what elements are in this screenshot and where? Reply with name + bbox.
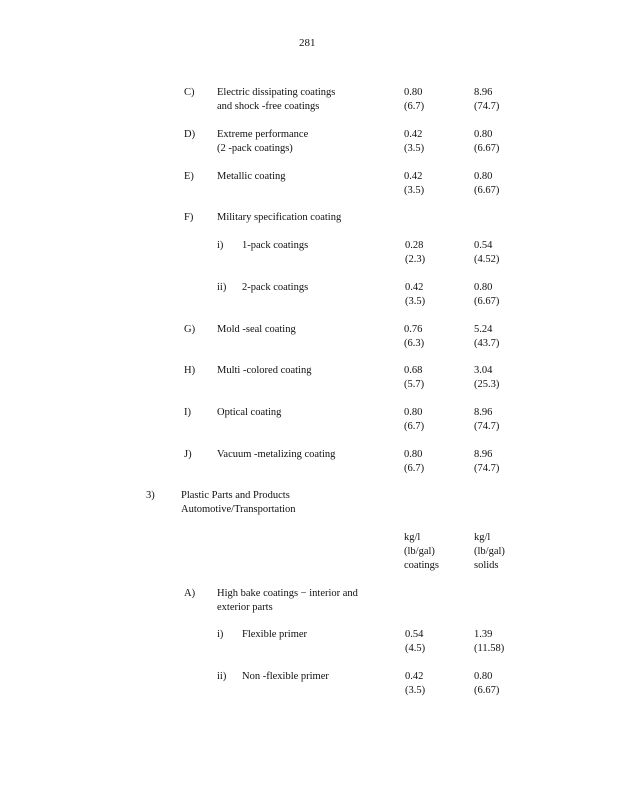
item-f-ii-coatings-kgl: 0.42: [405, 282, 424, 293]
item-c-text-line2: and shock -free coatings: [217, 101, 320, 112]
col2-header-alt-unit: (lb/gal): [474, 546, 505, 557]
item-i-text: Optical coating: [217, 407, 282, 418]
item-h-letter: H): [184, 365, 196, 376]
item-3a-ii-roman: ii): [217, 671, 227, 682]
item-c-coatings-kgl: 0.80: [404, 87, 423, 98]
item-h-text: Multi -colored coating: [217, 365, 312, 376]
item-i-coatings-lbgal: (6.7): [404, 421, 425, 432]
item-3a-letter: A): [184, 588, 196, 599]
item-f-ii-solids-kgl: 0.80: [474, 282, 493, 293]
col1-header-unit: kg/l: [404, 532, 421, 543]
item-c-letter: C): [184, 87, 195, 98]
item-g-coatings-kgl: 0.76: [404, 324, 423, 335]
item-e-coatings-kgl: 0.42: [404, 171, 423, 182]
item-j-coatings-lbgal: (6.7): [404, 463, 425, 474]
col2-header-label: solids: [474, 560, 499, 571]
item-f-text: Military specification coating: [217, 212, 342, 223]
item-d-coatings-lbgal: (3.5): [404, 143, 425, 154]
item-g-solids-kgl: 5.24: [474, 324, 493, 335]
item-c-solids-lbgal: (74.7): [474, 101, 500, 112]
item-i-solids-lbgal: (74.7): [474, 421, 500, 432]
item-j-solids-kgl: 8.96: [474, 449, 493, 460]
section-3-title-line1: Plastic Parts and Products: [181, 490, 290, 501]
item-c-coatings-lbgal: (6.7): [404, 101, 425, 112]
item-3a-i-coatings-lbgal: (4.5): [405, 643, 426, 654]
item-j-text: Vacuum -metalizing coating: [217, 449, 336, 460]
item-g-solids-lbgal: (43.7): [474, 338, 500, 349]
item-i-coatings-kgl: 0.80: [404, 407, 423, 418]
item-g-letter: G): [184, 324, 196, 335]
item-f-i-solids-kgl: 0.54: [474, 240, 493, 251]
item-f-ii-roman: ii): [217, 282, 227, 293]
item-e-coatings-lbgal: (3.5): [404, 185, 425, 196]
item-g-coatings-lbgal: (6.3): [404, 338, 425, 349]
item-f-ii-solids-lbgal: (6.67): [474, 296, 500, 307]
item-3a-text-line2: exterior parts: [217, 602, 273, 613]
item-g-text: Mold -seal coating: [217, 324, 296, 335]
item-c-solids-kgl: 8.96: [474, 87, 493, 98]
item-f-i-coatings-lbgal: (2.3): [405, 254, 426, 265]
item-j-coatings-kgl: 0.80: [404, 449, 423, 460]
item-j-letter: J): [184, 449, 192, 460]
section-3-number: 3): [146, 490, 155, 501]
item-3a-text-line1: High bake coatings − interior and: [217, 588, 358, 599]
item-d-text-line1: Extreme performance: [217, 129, 309, 140]
item-3a-i-solids-lbgal: (11.58): [474, 643, 505, 654]
item-i-letter: I): [184, 407, 191, 418]
item-f-i-solids-lbgal: (4.52): [474, 254, 500, 265]
section-3-title-line2: Automotive/Transportation: [181, 504, 296, 515]
item-3a-ii-solids-lbgal: (6.67): [474, 685, 500, 696]
item-3a-ii-text: Non -flexible primer: [242, 671, 329, 682]
item-h-solids-lbgal: (25.3): [474, 379, 500, 390]
item-j-solids-lbgal: (74.7): [474, 463, 500, 474]
item-3a-i-roman: i): [217, 629, 224, 640]
item-d-text-line2: (2 -pack coatings): [217, 143, 293, 154]
item-3a-ii-coatings-kgl: 0.42: [405, 671, 424, 682]
item-f-ii-text: 2-pack coatings: [242, 282, 309, 293]
item-f-i-text: 1-pack coatings: [242, 240, 309, 251]
item-f-letter: F): [184, 212, 194, 223]
col1-header-alt-unit: (lb/gal): [404, 546, 435, 557]
item-3a-i-solids-kgl: 1.39: [474, 629, 493, 640]
col1-header-label: coatings: [404, 560, 439, 571]
item-f-i-roman: i): [217, 240, 224, 251]
item-3a-ii-coatings-lbgal: (3.5): [405, 685, 426, 696]
item-d-coatings-kgl: 0.42: [404, 129, 423, 140]
item-c-text-line1: Electric dissipating coatings: [217, 87, 336, 98]
item-e-text: Metallic coating: [217, 171, 286, 182]
item-3a-i-text: Flexible primer: [242, 629, 308, 640]
item-d-solids-lbgal: (6.67): [474, 143, 500, 154]
item-f-ii-coatings-lbgal: (3.5): [405, 296, 426, 307]
item-e-solids-lbgal: (6.67): [474, 185, 500, 196]
item-e-solids-kgl: 0.80: [474, 171, 493, 182]
page-number: 281: [299, 37, 316, 49]
item-3a-i-coatings-kgl: 0.54: [405, 629, 424, 640]
item-d-letter: D): [184, 129, 196, 140]
item-f-i-coatings-kgl: 0.28: [405, 240, 424, 251]
col2-header-unit: kg/l: [474, 532, 491, 543]
item-h-coatings-lbgal: (5.7): [404, 379, 425, 390]
item-e-letter: E): [184, 171, 194, 182]
item-h-solids-kgl: 3.04: [474, 365, 493, 376]
item-i-solids-kgl: 8.96: [474, 407, 493, 418]
item-h-coatings-kgl: 0.68: [404, 365, 423, 376]
item-3a-ii-solids-kgl: 0.80: [474, 671, 493, 682]
item-d-solids-kgl: 0.80: [474, 129, 493, 140]
